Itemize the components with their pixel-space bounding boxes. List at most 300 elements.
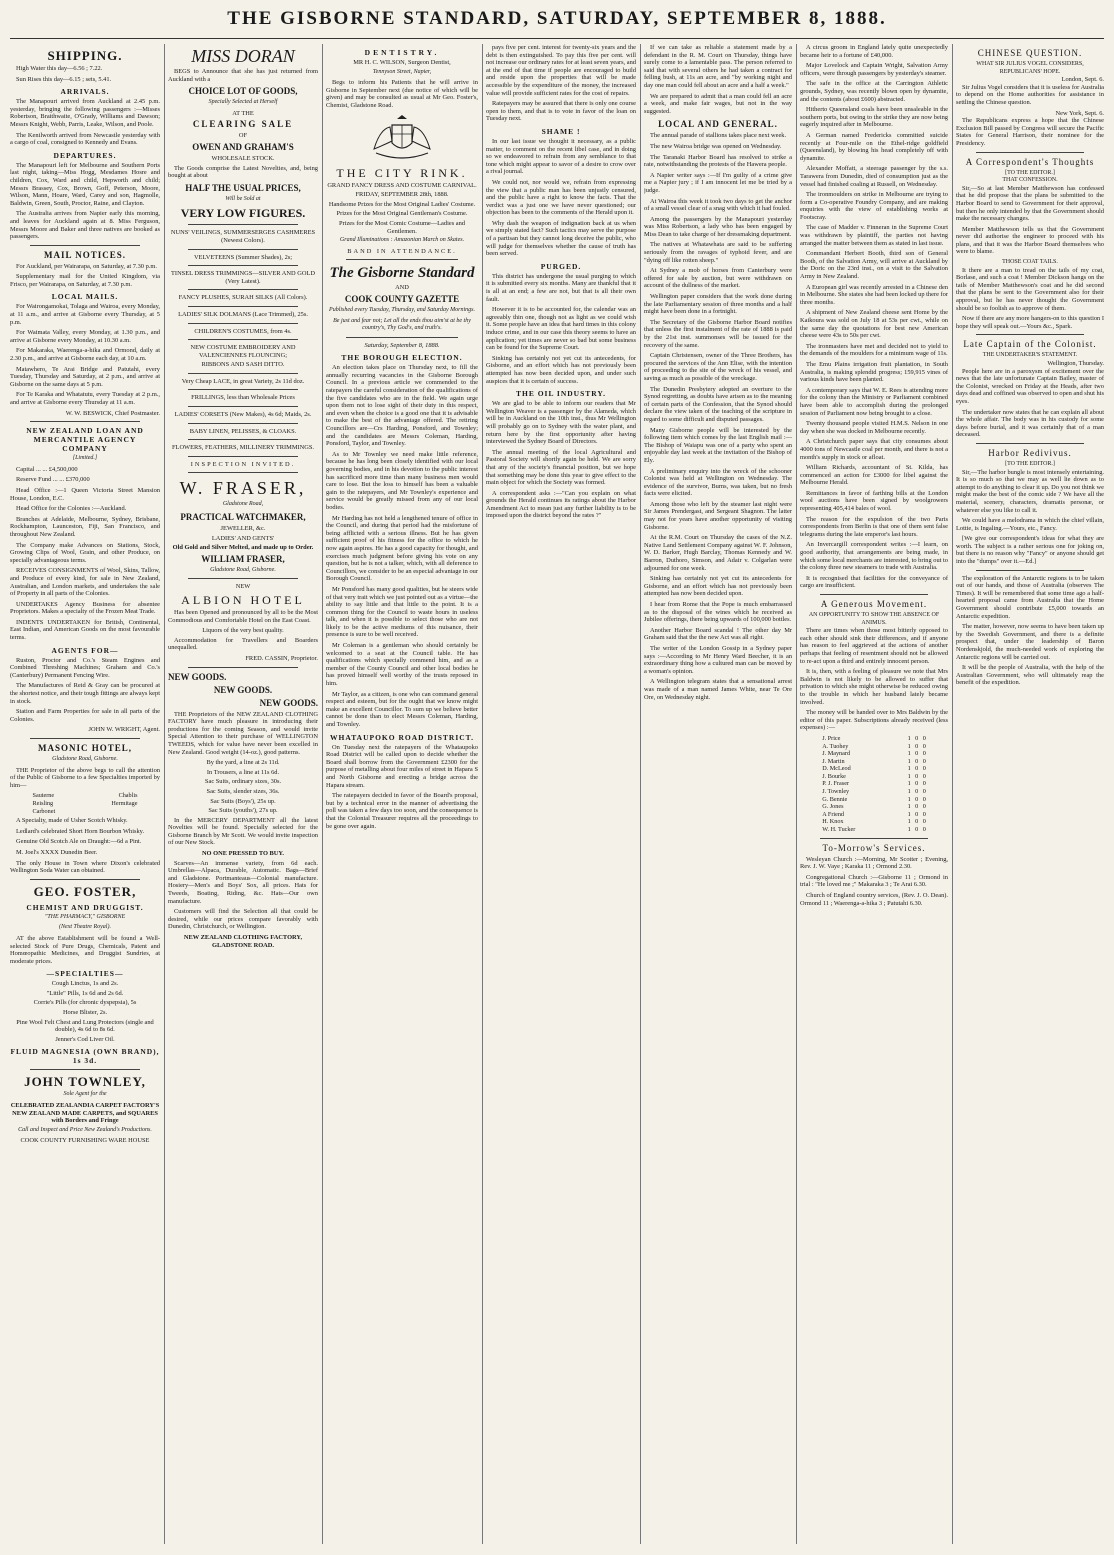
divider [30, 738, 140, 739]
clothing-factory: NEW ZEALAND CLOTHING FACTORY, GLADSTONE ROAD. [183, 934, 303, 949]
divider [820, 594, 928, 595]
mail-item: For Waimata Valley, every Monday, at 1.30 p.m., and arrive at Gisborne every Monday, at 10.30 a.m. [10, 329, 160, 344]
foster-sub2: "THE PHARMACY," GISBORNE [44, 913, 126, 920]
subscription-name: J. Maynard [822, 750, 851, 758]
subscription-s: 0 [915, 795, 919, 803]
subscription-row [822, 758, 926, 766]
albion-body: Has been Opened and pronounced by all to be the Most Commodious and Comfortable Hotel on the East Coast. [168, 609, 318, 624]
column-rule [640, 44, 641, 1544]
price-item: Sac Suits (Boys'), 25s up. [210, 797, 276, 805]
fraser-address: Gladstone Road, [222, 501, 264, 508]
news-item: The case of Madder v. Finneran in the Supreme Court was withdrawn by plaintiff, the parties not having arranged the matter between them as stated in last issue. [800, 224, 948, 247]
column-rule [322, 44, 323, 1544]
news-item: An Invercargill correspondent writes :—I learn, on good authority, that arrangements are being made, in which some local merchants are interested, to bring out to the colony three new steamers to trade with Australia. [800, 541, 948, 572]
subscription-row [822, 818, 926, 826]
foster-heading: GEO. FOSTER, [33, 883, 137, 899]
purged-paragraph: Sinking has certainly not yet cut its antecedents, for Gisborne, and an effort which has not previously been attempted has now been decided upon, and under such auspices that it is certain of success. [486, 354, 636, 385]
divider [346, 259, 458, 260]
oil-paragraph: The annual meeting of the local Agricultural and Pastoral Society will shortly again be held. We are sorry that any of the society's financial position, but we hope that something may be done this year to give effect to the main object for which the Society was formed. [486, 448, 636, 487]
masthead-rule [10, 38, 1104, 39]
chinese-dateline: New York, Sept. 6. [1055, 109, 1104, 117]
goods-item: LADIES' SILK DOLMANS (Lace Trimmed), 25s. [178, 310, 308, 318]
band-in-attendance: BAND IN ATTENDANCE. [347, 247, 457, 255]
albion-body: Liquors of the very best quality. [202, 627, 284, 635]
borough-paragraph: Mr Coleman is a gentleman who should certainly be welcomed to a seat at the Council table. He has qualifications which specially commend him, and as a member of the County Council and other local bodies he has proved himself well worthy of the trusts reposed in him. [326, 642, 478, 688]
nzla-body: Head Office for the Colonies :—Auckland. [16, 505, 127, 513]
subscription-name: J. Price [822, 734, 841, 742]
divider [188, 289, 298, 290]
subscription-name: G. Jones [822, 803, 844, 811]
whataupoko-paragraph: On Tuesday next the ratepayers of the Whataupoko Road District will be called upon to decide whether the Board shall borrow from the Government £2300 for the purpose of metalling about four miles of street in Hapara S and North Gisborne and erecting a bridge across the Hapara stream. [326, 743, 478, 789]
doran-line: CHOICE LOT OF GOODS, [188, 86, 298, 97]
miss-doran-heading: MISS DORAN [191, 46, 295, 66]
oil-paragraph: A correspondent asks :—"Can you explain on what grounds the Herald continues its ratings about the Harbor Amendment Act to mean just any further liability is to be imposed upon the district beyond the rates ?" [486, 489, 636, 520]
column-rule [164, 44, 165, 1544]
very-low-figures: VERY LOW FIGURES. [180, 206, 306, 221]
nzla-body: The Company make Advances on Stations, Stock, Growing Clips of Wool, Grain, and other Produce, on specially advantageous terms. [10, 541, 160, 564]
mail-item: For Wairongamokai, Tolaga and Wairoa, every Monday, at 11 a.m., and arrive at Gisborne every Thursday, at 5 p.m. [10, 303, 160, 326]
column-2 [168, 44, 318, 1544]
specialty: Horse Blister, 2s. [62, 1009, 108, 1017]
price-item: By the yard, a line at 2s 11d. [206, 759, 280, 767]
oil-paragraph: We are glad to be able to inform our readers that Mr Wellington Weaver is a passenger by the Alameda, which will be in Auckland on the 10th inst., thus Mr Wellington will probably go on to Sydney with the water plant, and return here by the first opportunity after having interviewed the Sydney Board of Directors. [486, 400, 636, 446]
subscription-row [822, 750, 926, 758]
inspection-invited: INSPECTION INVITED. [190, 460, 296, 468]
news-item: A Christchurch paper says that city consumes about 4000 tons of Newcastle coal per month, and there is not a month's supply in stock or afloat. [800, 438, 948, 461]
subscription-row [822, 773, 926, 781]
news-item: A shipment of New Zealand cheese sent Home by the Kaikoura was sold on July 18 at 53s per cwt., while on the same day the quotations for best new American cheese were 43s to 50s per cwt. [800, 309, 948, 340]
wine [81, 808, 137, 816]
news-item: Alexander Moffatt, a steerage passenger by the s.s. Tarawera from Dunedin, died of consumption just as the vessel had finished coaling at Russell, on Wednesday. [800, 165, 948, 188]
subscription-row [822, 765, 926, 773]
station-farm: Station and Farm Properties for sale in all parts of the Colonies. [10, 708, 160, 723]
price-item: In Trousers, a line at 11s 6d. [206, 768, 280, 776]
column-3 [326, 44, 478, 1544]
nzla-body: UNDERTAKES Agency Business for absentee Proprietors. Makes a specialty of the Frozen Meat Trade. [10, 600, 160, 616]
subscription-l: 1 [907, 810, 911, 818]
divider [30, 1069, 140, 1070]
wine: Hermitage [111, 799, 138, 807]
doran-line: Specially Selected at Herself [208, 99, 278, 106]
article-paragraph: Ratepayers may be assured that there is only one course open to them, and that is to vote in favor of the loan on Tuesday next. [486, 100, 636, 123]
subscription-d: 0 [922, 788, 926, 796]
goods-item: FRILLINGS, less than Wholesale Prices [191, 394, 295, 402]
chinese-paragraph: Sir Julius Vogel considers that it is useless for Australia to depend on the Home authorities for assistance in settling the Chinese question. [956, 83, 1104, 106]
doran-line: OWEN AND GRAHAM'S [192, 141, 294, 152]
doran-line: CLEARING SALE [192, 119, 294, 130]
news-item: Remittances in favor of farthing bills at the London wool auctions have been signed by woolgrowers representing 405,414 bales of wool. [800, 489, 948, 513]
whataupoko-heading: WHATAUPOKO ROAD DISTRICT. [330, 732, 474, 742]
subscription-l: 1 [907, 795, 911, 803]
subscription-name: D. McLeod [822, 765, 851, 773]
news-item: A European girl was recently arrested in a Chinese den in Melbourne. She states she had been locked up there for three months. [800, 283, 948, 306]
column-rule [952, 44, 953, 1544]
specialty: Cough Linctus, 1s and 2s. [51, 980, 119, 988]
divider [188, 389, 298, 390]
goods-item: NUNS' VEILINGS, SUMMERSERGES CASHMERES (Newest Colors). [170, 229, 316, 244]
divider [188, 456, 298, 457]
goods-item: CHILDREN'S COSTUMES, from 4s. [194, 327, 292, 335]
no-one-pressed: NO ONE PRESSED TO BUY. [201, 850, 285, 858]
half-prices: HALF THE USUAL PRICES, [185, 182, 301, 193]
albion-body: Accommodation for Travellers and Boarders unequalled. [168, 636, 318, 652]
local-item: The writer of the London Gossip in a Sydney paper says :—According to Mr Henry Ward Beecher, it is an extraordinary thing how a cultured man can be moved by a woman's opinion. [644, 644, 792, 675]
nzla-reserve: Reserve Fund ... ... £370,000 [16, 476, 90, 484]
postmaster: W. W. BESWICK, Chief Postmaster. [65, 409, 160, 417]
divider [188, 423, 298, 424]
motto: Be just and fear not; Let all the ends thou aim'st at be thy country's, Thy God's, and truth's. [333, 317, 471, 332]
fraser-gents: LADIES' AND GENTS' [211, 534, 275, 542]
antarctic-paragraph: The exploration of the Antarctic regions is to be taken out of our hands, and those of Australia (observes The Times). It will be remembered that some time ago a half-hearted proposal came from Australia that the Home Government should contribute £5,000 towards an Antarctic expedition. [956, 574, 1104, 620]
news-item: Major Lovelock and Captain Wright, Salvation Army officers, were through passengers by yesterday's steamer. [800, 62, 948, 77]
date-line: Saturday, September 8, 1888. [364, 341, 440, 349]
arrivals-paragraph: The Kenilworth arrived from Newcastle yesterday with a cargo of coal, consigned to Kennedy and Evans. [10, 131, 160, 147]
albion-proprietor: FRED. CASSIN, Proprietor. [245, 654, 318, 662]
divider [976, 570, 1084, 571]
article-paragraph: If we can take as reliable a statement made by a defendant in the R. M. Court on Thursday, things have surely come to a lamentable pass. The person referred to said that with several others he had taken a contract for felling bush, at 11s an acre, and "by working night and day one man could fell about an acre and a half a week." [644, 44, 792, 89]
subscription-name: J. Martin [822, 757, 845, 765]
wine: Sauterne [32, 792, 55, 800]
harbor-sub: [TO THE EDITOR.] [1005, 460, 1055, 467]
wine: Chablis [118, 792, 138, 800]
townley-sub: Sole Agent for the [63, 1091, 107, 1098]
subscription-row [822, 788, 926, 796]
harbor-paragraph: Sir,—The harbor bungle is most intensely entertaining. It is so much so that we may as well lie down as to attempt to do anything to clear it up. Do you not think we might make the best of the comic side ? We have all the material, scenery, characters, dramatis personæ, or whatever else you like to call it. [956, 468, 1104, 514]
local-item: Among those who left by the steamer last night were Sir James Prendergast, and Sergeant Shagnon. The latter may not for years have another opportunity of visiting Gisborne. [644, 500, 792, 531]
goods-item: FLOWERS, FEATHERS, MILLINERY TRIMMINGS. [171, 444, 315, 452]
subscription-l: 1 [907, 780, 911, 788]
subscription-l: 1 [907, 750, 911, 758]
arrivals-paragraph: The Manapouri arrived from Auckland at 2.45 p.m. yesterday, bringing the following passengers :—Misses Robertson, Braithwaite, O'Grady, Williams and Dawson; Messrs Knight, Webb, Parris, Leake, Wilson, and Poole. [10, 98, 160, 128]
agent-name: JOHN W. WRIGHT, Agent. [88, 726, 160, 734]
local-item: Sinking has certainly not yet cut its antecedents for Gisborne, and an effort which has not previously been attempted has now been decided upon. [644, 575, 792, 598]
nzla-body: Head Office :—1 Queen Victoria Street Mansion House, London, E.C. [10, 486, 160, 502]
specialty: Jenner's Cod Liver Oil. [55, 1035, 115, 1043]
nzla-body: Branches at Adelaide, Melbourne, Sydney, Brisbane, Rockhampton, Launceston, Fiji, San Francisco, and throughout New Zealand. [10, 515, 160, 538]
paper-name: The Gisborne Standard [329, 265, 475, 282]
divider [976, 152, 1084, 153]
borough-paragraph: An election takes place on Thursday next, to fill the annually recurring vacancies in the Gisborne Borough Council. In a previous article we commended to the ratepayers the careful consideration of the qualifications of the five candidates who are in the field. We again urge upon them not to lose sight of their duty in this respect, and even when the choice is a good one that it is advisable to make the best of the advantage offered. The retiring Councillors are—Crs Harding, Ponsford, and Townley; and the candidates are Messrs Coleman, Harding, Ponsford, Taylor, and Townley. [326, 364, 478, 448]
news-item: The safe in the office at the Carrington Athletic grounds, Sydney, was recently blown open by dynamite, and the contents (about £600) abstracted. [800, 80, 948, 103]
column-1 [10, 44, 160, 1544]
news-item: The Emu Plains irrigation fruit plantation, in South Australia, is making splendid progress; 159,915 vines of various kinds have been planted. [800, 360, 948, 384]
divider [976, 443, 1084, 444]
divider [820, 838, 928, 839]
subscription-name: W. H. Tucker [822, 826, 856, 834]
late-dateline: Wellington, Thursday. [1047, 360, 1104, 367]
harbor-paragraph: [We give our correspondent's ideas for what they are worth. The subject is a rather serious one for joking on, but there is no reason why "Fancy" or anyone should get into the "dumps" over it.—Ed.] [956, 535, 1104, 566]
subscription-name: J. Townley [822, 788, 850, 796]
subscription-l: 1 [907, 757, 911, 765]
prize: Handsome Prizes for the Most Original Ladies' Costume. [328, 200, 476, 208]
local-item: Wellington paper considers that the work done during the late Parliamentary session of three months and a half might have been done in a fortnight. [644, 293, 792, 316]
subscription-d: 0 [922, 734, 926, 742]
royal-crest-icon [362, 113, 442, 163]
goods-item: NEW COSTUME EMBROIDERY AND VALENCIENNES FLOUNCING; [190, 344, 296, 359]
fraser-gold: Old Gold and Silver Melted, and made up to Order. [172, 544, 314, 552]
subscription-d: 0 [922, 795, 926, 803]
masonic-extra: M. Joel's XXXX Dunedin Beer. [16, 848, 98, 856]
subscription-s: 0 [915, 810, 919, 818]
local-item: The new Wairoa bridge was opened on Wednesday. [650, 142, 782, 150]
masonic-extra: The only House in Town where Dixon's celebrated Wellington Soda Water can obtained. [10, 859, 160, 875]
scarves: Scarves—An immense variety, from 6d each. Umbrellas—Alpaca, Durable, Automatic. Bags—Brief and Gladstone. Portmanteaus—Colonial manufacture. Hosiery—Men's and Boys' Sox, all prices. Hats for Tweeds, Boating, Riding, &c. Hats—Our own manufacture. [168, 859, 318, 905]
subscription-name: P. J. Fraser [822, 780, 850, 788]
subscription-s: 0 [915, 780, 919, 788]
subscription-d: 0 [922, 750, 926, 758]
news-item: The ironmasters have met and decided not to yield to the demands of the moulders for a minimum wage of 11s. [800, 342, 948, 358]
oil-heading: THE OIL INDUSTRY. [515, 389, 607, 399]
local-item: A Napier writer says :—If I'm guilty of a crime give me a Napier jury ; if I am innocent let me be tried by a judge. [644, 171, 792, 194]
local-general-heading: LOCAL AND GENERAL. [658, 119, 778, 130]
subscription-name: H. Knox [822, 818, 844, 826]
borough-paragraph: Mr Ponsford has many good qualities, but he steers wide of that very trait which we just pointed out as a virtue—the ability to say little and that little to the point. It is a common thing for the Council to waste hours in useless talk, and when it is possible to select those who are not likely to be the active mediums of this nuisance, their presence is sure to be well received. [326, 585, 478, 639]
divider [188, 323, 298, 324]
correspondent-paragraph: Sir,—So at last Member Matthewson has confessed that he did propose that the plans be submitted to the Harbor Board to send to Government for their approval, but then he only intended by that the Government should make the necessary changes. [956, 184, 1104, 223]
generous-paragraph: It is, then, with a feeling of pleasure we note that Mrs Baldwin is not likely to be allowed to suffer that privation to which she might otherwise be reduced owing to the trouble in which her husband lately became involved. [800, 668, 948, 706]
chinese-sub: WHAT SIR JULIUS VOGEL CONSIDERS, REPUBLICANS' HOPE. [976, 61, 1084, 75]
dentist-name: MR H. C. WILSON, Surgeon Dentist, [353, 59, 451, 66]
subscription-s: 0 [915, 826, 919, 834]
coat-paragraph: Now if there are any more hangers-on to this question I hope they will speak out.—Yours &c., Spark. [956, 315, 1104, 330]
prize: Prizes for the Most Original Gentleman's Costume. [336, 210, 468, 218]
news-item: William Richards, accountant of St. Kilda, has commenced an action for £3000 for libel against the Melbourne Herald. [800, 464, 948, 487]
divider [346, 337, 458, 338]
paper-name2: COOK COUNTY GAZETTE [344, 293, 460, 304]
masthead: THE GISBORNE STANDARD, SATURDAY, SEPTEMBER 8, 1888. [227, 8, 887, 29]
carnival-heading: GRAND FANCY DRESS AND COSTUME CARNIVAL. [327, 181, 477, 189]
divider [188, 472, 298, 473]
news-item: A circus groom in England lately quite unexpectedly became heir to a fortune of £40,000. [800, 44, 948, 59]
new-goods: NEW GOODS. [213, 684, 273, 695]
subscription-s: 0 [915, 788, 919, 796]
dentistry-heading: DENTISTRY. [364, 48, 440, 57]
nz-clothing-body: THE Proprietors of the NEW ZEALAND CLOTHING FACTORY have much pleasure in introducing their productions for the coming Season, and would invite Special Attention to their purchase of WELLINGTON TWEEDS, which for value have never been excelled in New Zealand. Good weight (14-oz.), good patterns. [168, 710, 318, 756]
fraser-name: WILLIAM FRASER, [201, 553, 285, 564]
divider [30, 245, 140, 246]
price-item: Sac Suits, slender sizes, 36s. [206, 787, 280, 795]
doran-line: OF [238, 132, 248, 140]
doran-line: AT THE [232, 109, 254, 117]
mail-item: For Makaraka, Waerenga-a-hika and Ormond, daily at 2.30 p.m., and arrive at Gisborne each day, at 10 a.m. [10, 347, 160, 363]
news-item: Commandant Herbert Booth, third son of General Booth, of the Salvation Army, will arrive at Auckland by the Doric on the 23rd inst., on a visit to the Salvation Army in New Zealand. [800, 250, 948, 281]
subscription-l: 1 [907, 803, 911, 811]
local-item: A preliminary enquiry into the wreck of the schooner Colonist was held at Wellington on Wednesday. The evidence of the survivor, Burns, was taken, but no fresh facts were elicited. [644, 467, 792, 498]
specialty: Corrie's Pills (for chronic dyspepsia), 5s [33, 999, 137, 1007]
divider [188, 406, 298, 407]
published: Published every Tuesday, Thursday, and Saturday Mornings. [329, 306, 475, 313]
subscription-l: 1 [907, 772, 911, 780]
shame-paragraph: In our last issue we thought it necessary, as a public matter, to comment on the recent libel case, and in doing so we endeavored to refrain from any semblance to that tone which might appear to savor of a desire to crow over a rival journal. [486, 137, 636, 176]
divider [188, 249, 298, 250]
nzla-body: RECEIVES CONSIGNMENTS of Wool, Skins, Tallow, and Produce of every kind, for sale in New Zealand, Australian, and London markets, and undertakes the sale of Property in all parts of the Colonies. [10, 567, 160, 598]
coat-paragraph: It there are a man to tread on the tails of my coat, Borlase, and such a coat ! Member Dickson hangs on the tails of Member Matthewson's coat and he did second that the plans be sent to the Government also for their approval, but he has never thought the Government should be so foolish as to approve of them. [956, 266, 1104, 312]
column-4 [486, 44, 636, 1544]
fraser-trade: PRACTICAL WATCHMAKER, [180, 512, 306, 523]
antarctic-paragraph: It will be the people of Australia, with the help of the Australian Government, who will ultimately reap the benefit of the expedition. [956, 664, 1104, 687]
harbor-paragraph: We could have a melodrama in which the chief villain, Lottie, is Ingaling.—Yours, etc., Fancy. [956, 517, 1104, 532]
divider [188, 224, 298, 225]
article-paragraph: We are prepared to admit that a man could fell an acre a week, and make fair wages, but not in the way suggested. [644, 92, 792, 115]
column-6 [800, 44, 948, 1544]
antarctic-paragraph: The matter, however, now seems to have been taken up by the Swedish Government, and there is a definite prospect that, under the leadership of Baron Nordenskjold, the much-needed work of exploring the Antarctic regions will be carried out. [956, 623, 1104, 661]
late-captain-heading: Late Captain of the Colonist. [963, 339, 1097, 350]
subscription-s: 0 [915, 818, 919, 826]
subscription-l: 1 [907, 788, 911, 796]
fraser-address2: Gladstone Road, Gisborne. [210, 566, 276, 573]
subscription-name: G. Bennie [822, 795, 848, 803]
local-item: At the R.M. Court on Thursday the cases of the N.Z. Native Land Settlement Company against W. F. Johnson, W. D. Barker, Hugh Barclay, Thomas Kennedy and W. Barron, Duthoro, Simson, and Adair v. Colgarlan were adjourned for one week. [644, 534, 792, 572]
news-item: A German named Fredericks committed suicide recently at Four-mile on the Ethel-ridge goldfield (Queensland), by blowing his head completely off with dynamite. [800, 131, 948, 162]
divider [30, 421, 140, 422]
subscription-s: 0 [915, 750, 919, 758]
column-rule [796, 44, 797, 1544]
new-goods: NEW GOODS. [259, 697, 318, 708]
subscription-s: 0 [915, 742, 919, 750]
that-confession: THAT CONFESSION. [1002, 177, 1058, 184]
divider [188, 578, 298, 579]
nzla-capital: Capital ... ... £4,500,000 [16, 465, 78, 473]
albion-heading: ALBION HOTEL [181, 593, 305, 607]
subscription-row [822, 803, 926, 811]
late-paragraph: The undertaker now states that he can explain all about the whole affair. The body was in his custody for some days before burial, and it was certainly that of a man deceased. [956, 408, 1104, 439]
subscription-s: 0 [915, 734, 919, 742]
local-item: The Secretary of the Gisborne Harbor Board notifies that unless the first instalment of the rate of 1888 is paid by the 21st inst. summonses will be issued for the recovery of the same. [644, 318, 792, 349]
sun-times: Sun Rises this day—6.15 ; sets, 5.41. [16, 75, 112, 83]
borough-paragraph: As to Mr Townley we need make little reference, because he has long been closely identified with our local governing bodies, and in his devotion to the public interest has sacrificed more time than many business men would care to lose. But the loss to himself has been a valuable gain to the ratepayers, and Mr Townley's experience and service would be greatly missed from any of our local bodies. [326, 450, 478, 511]
customers: Customers will find the Selection all that could be desired, while our prices compare favorably with Dunedin, Christchurch, or Wellington. [168, 908, 318, 931]
news-item: Twenty thousand people visited H.M.S. Nelson in one day when she was docked in Melbourne recently. [800, 420, 948, 435]
goods-item: BABY LINEN, PELISSES, & CLOAKS. [189, 427, 297, 435]
carnival-date: FRIDAY, SEPTEMBER 28th, 1888. [355, 191, 449, 199]
subscription-l: 1 [907, 734, 911, 742]
news-item: A contemporary says that W. E. Rees is attending more for the colony than the Ministry or Parliament combined have been able to accomplish during the prolonged session of Parliament now being brought to a close. [800, 386, 948, 417]
divider [188, 667, 298, 668]
local-item: The Taranaki Harbor Board has resolved to strike a rate, notwithstanding the protests of the Hawera people. [644, 153, 792, 169]
divider [188, 265, 298, 266]
chinese-dateline: London, Sept. 6. [1061, 76, 1104, 84]
subscription-d: 0 [922, 803, 926, 811]
late-captain-sub: THE UNDERTAKER'S STATEMENT. [982, 352, 1078, 359]
generous-heading: A Generous Movement. [820, 599, 928, 609]
generous-paragraph: The money will be handed over to Mrs Baldwin by the editor of this paper. Subscriptions already received (less expenses) :— [800, 709, 948, 732]
goods-item: RIBBONS AND SASH DITTO. [201, 361, 285, 369]
news-item: It is recognised that facilities for the conveyance of cargo are insufficient. [800, 574, 948, 590]
subscription-d: 0 [922, 765, 926, 773]
doran-intro: BEGS to Announce that she has just returned from Auckland with a [168, 68, 318, 83]
new-goods: NEW GOODS. [168, 671, 227, 682]
shame-paragraph: We could not, nor would we, refrain from expressing the view that a public man has been unjustly censured, and the public have a right to know the facts. That the verdict was a just one we have never questioned; our objection has been to the comments of the Herald upon it. [486, 178, 636, 217]
foster-body: AT the above Establishment will be found a Well-selected Stock of Pure Drugs, Chemicals, Patent and Homœopathic Medicines, and Druggist Sundries, at moderate prices. [10, 934, 160, 965]
mail-item: Matawhero, Te Arai Bridge and Patutahi, every Tuesday, Thursday and Saturday, at 2 p.m., and arrive at Gisborne on the same days at 5 p.m. [10, 365, 160, 388]
specialty: Pine Wool Felt Chest and Lung Protectors (single and double), 4s 6d to 8s 6d. [16, 1018, 154, 1034]
nzla-body: INDENTS UNDERTAKEN for British, Continental, East Indian, and American Goods on the most favourable terms. [10, 618, 160, 642]
correspondent-heading: A Correspondent's Thoughts [965, 156, 1095, 167]
manufactures: The Manufactures of Reid & Gray can be procured at the shortest notice, and their tough fittings are always kept in stock. [10, 682, 160, 705]
masonic-extra: Ledlard's celebrated Short Horn Bourbon Whisky. [16, 827, 145, 835]
borough-paragraph: Mr Taylor, as a citizen, is one who can command general respect and esteem, but for the ought that we know might make an excellent Councillor. To sum up we believe better cannot be done than to elect Messrs Coleman, Harding, and Townley. [326, 690, 478, 728]
masonic-sub: Gladstone Road, Gisborne. [52, 756, 118, 762]
local-item: Captain Christensen, owner of the Three Brothers, has procured the services of the Ann Elise, with the intention of proceeding to the site of the wreck of his vessel, and saving as much as possible of the wreckage. [644, 352, 792, 382]
departures-heading: DEPARTURES. [53, 150, 117, 160]
chinese-paragraph: The Republicans express a hope that the Chinese Exclusion Bill passed by Congress will secure the Pacific States for General Harrison, their nominee for the Presidency. [956, 117, 1104, 147]
mail-item: For Auckland, per Wairarapa, on Saturday, at 7.30 p.m. [16, 262, 157, 270]
news-item: The reason for the expulsion of the two Paris correspondents from Berlin is that one of them sent false telegrams during the late emperor's last hours. [800, 515, 948, 538]
mail-item: For Te Karaka and Whatatutu, every Tuesday at 2 p.m., and arrive at Gisborne every Thursday at 11 a.m. [10, 391, 160, 406]
divider [188, 339, 298, 340]
fluid-magnesia: FLUID MAGNESIA (OWN BRAND), 1s 3d. [10, 1047, 160, 1066]
divider [188, 306, 298, 307]
local-item: The Dunedin Presbytery adopted an overture to the Synod regretting, as doubts have arisen as to the meaning of certain parts of the Confession, that the Synod should declare the view taken of the teaching of the scripture in regard to some difficult and disputed passages. [644, 385, 792, 423]
borough-paragraph: Mr Harding has not held a lengthened tenure of office in the Council, and during that period had the misfortune of being afflicted with a serious illness. But he has given sufficient proof of his fitness for the office to which he now again aspires. He has a good capacity for thought, and exercises much judgment before giving his vote on any question, but he is not a talker, which, with all deference to Councillors, we consider to be an especial advantage in our Borough Council. [326, 514, 478, 583]
subscription-list [822, 735, 926, 834]
fraser-trade2: JEWELLER, &c. [220, 525, 266, 533]
wine: Carbonet [32, 807, 56, 815]
dentist-body: Begs to inform his Patients that he will arrive in Gisborne in September next (due notice of which will be given) and may be consulted as usual at Mr Geo. Foster's, Chemist, Gladstone Road. [326, 79, 478, 109]
subscription-d: 0 [922, 742, 926, 750]
price-item: Sac Suits, ordinary sizes, 30s. [204, 778, 282, 786]
divider [188, 439, 298, 440]
local-item: I hear from Rome that the Pope is much embarrassed as to the disposal of the wines which he received as Jubilee offerings, there being upwards of 100,000 bottles. [644, 601, 792, 624]
masonic-body: THE Proprietor of the above begs to call the attention of the Public of Gisborne to a few Specialties imported by him— [10, 766, 160, 789]
news-item: Hitherto Queensland coals have been unsaleable in the southern ports, but owing to the strike they are now being eagerly inquired after in Melbourne. [800, 106, 948, 129]
goods-item: FANCY PLUSHES, SURAH SILKS (All Colors). [178, 294, 308, 302]
generous-sub: AN OPPORTUNITY TO SHOW THE ABSENCE OF ANIMUS. [808, 612, 940, 626]
service-item: Congregational Church :—Gisborne 11 ; Ormond in trial : "He loved me ;" Makaraka 3 ; Te Arai 6.30. [800, 873, 948, 889]
foster-sub: CHEMIST AND DRUGGIST. [26, 902, 144, 912]
masonic-extra: A Specialty, made of Usher Scotch Whisky. [16, 817, 128, 825]
subscription-l: 1 [907, 818, 911, 826]
mail-item: LOCAL MAILS. [51, 292, 119, 302]
foster-sub3: (Next Theatre Royal). [59, 924, 111, 931]
subscription-s: 0 [915, 803, 919, 811]
generous-paragraph: There are times when those most bitterly opposed to each other should sink their differences, and if anyone has reason to feel aggrieved at the actions of another perhaps that feeling of resentment should not be allowed to re-act upon a third and entirely innocent person. [800, 627, 948, 665]
divider [30, 879, 140, 880]
subscription-row [822, 780, 926, 788]
subscription-row [822, 735, 926, 743]
service-item: Church of England country services, (Rev. J. O. Dean). Ormond 11 ; Waerenga-a-hika 3 ; Patutahi 6.30. [800, 892, 948, 907]
departures-paragraph: The Australia arrives from Napier early this morning, and leaves for Auckland again at 8. Miss Ferguson, Messrs Moore and Baker and three natives are booked as passengers. [10, 210, 160, 241]
local-item: Many Gisborne people will be interested by the following item which comes by the last English mail :—The Bishop of Waiapu was one of a party who spent an enjoyable day last week at the invitation of the Bishop of Ely. [644, 426, 792, 464]
harbor-heading: Harbor Redivivus. [988, 447, 1072, 458]
local-item: Another Harbor Board scandal ! The other day Mr Graham said that the the new Act was all right. [644, 626, 792, 642]
local-item: The annual parade of stallions takes place next week. [650, 132, 787, 140]
townley-heading: JOHN TOWNLEY, [24, 1074, 146, 1090]
local-item: A Wellington telegram states that a sensational arrest was made of a man named James White, near Te Ore Ore, on Wednesday night. [644, 678, 792, 701]
correspondent-paragraph: Member Matthewson tells us that the Government never did authorise the engineer to proceed with his plans, and that it was the Harbor Board themselves who were to blame. [956, 225, 1104, 256]
services-heading: To-Morrow's Services. [822, 842, 926, 853]
agents-heading: AGENTS FOR— [51, 645, 119, 655]
article-paragraph: pays five per cent. interest for twenty-six years and the debt is then extinguished. To pay this five per cent. will not increase our ordinary rates for at least seven years, and at the end of that time if people are encouraged to build and reside upon the properties that will be made accessible by the expenditure of the money, the increased value will provide sufficient rates for the cost of repairs. [486, 44, 636, 97]
divider [188, 373, 298, 374]
townley-foot: COOK COUNTY FURNISHING WARE HOUSE [20, 1137, 150, 1145]
subscription-d: 0 [922, 772, 926, 780]
chinese-heading: CHINESE QUESTION. [977, 48, 1083, 58]
will-be-sold: Will be Sold at [225, 195, 261, 202]
purged-paragraph: However it is to be accounted for, the calendar was an agreeably thin one, though not as light as we could wish it. Some people have an idea that hard times in this colony induce crime, and in our case this theory seems to have an application; yet times are never so bad but some business can be found for the Supreme Court. [486, 306, 636, 352]
nzla-heading: NEW ZEALAND LOAN AND MERCANTILE AGENCY COMPANY [26, 426, 144, 454]
illuminations: Grand Illuminations : Amazonian March on Skates. [339, 237, 465, 244]
purged-paragraph: This district has undergone the usual purging to which it is submitted every six months. Many are thankful that it is all at an end; a few are not, but that is all their own fault. [486, 272, 636, 303]
city-rink-heading: THE CITY RINK. [336, 165, 468, 180]
subscription-l: 1 [907, 826, 911, 834]
coat-tails: THOSE COAT TAILS. [1002, 259, 1058, 266]
paper-and: AND [395, 284, 409, 292]
shame-paragraph: Why dash the weapon of indignation back at us when we simply stated fact? Such tactics may serve the purpose of a partisan but they cannot long deceive the public, who will judge for themselves whether the cause of truth has been served. [486, 219, 636, 258]
mail-heading: MAIL NOTICES. [43, 249, 127, 260]
subscription-l: 1 [907, 742, 911, 750]
subscription-name: J. Bourke [822, 772, 846, 780]
